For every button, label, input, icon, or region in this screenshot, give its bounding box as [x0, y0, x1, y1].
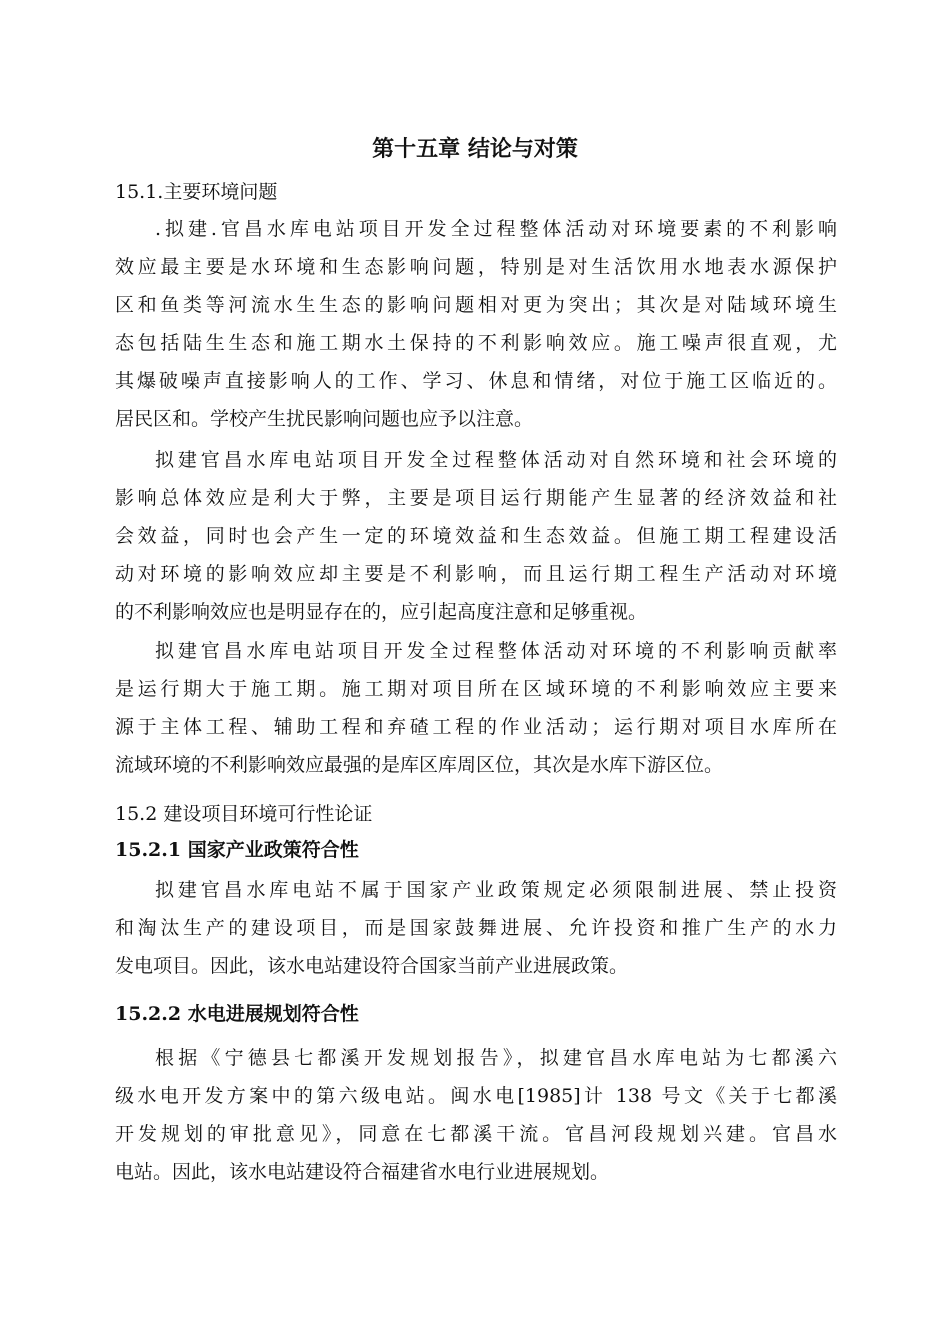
paragraph-5: [115, 1039, 837, 1191]
section-heading-15-2-2: 15.2.2 水电进展规划符合性: [115, 1003, 359, 1025]
paragraph-line: 和淘汰生产的建设项目，而是国家鼓舞进展、允许投资和推广生产的水力: [115, 917, 837, 939]
paragraph-line: 源于主体工程、辅助工程和弃碴工程的作业活动；运行期对项目水库所在: [115, 716, 837, 738]
chapter-title: 第十五章 结论与对策: [372, 136, 578, 162]
section-heading-15-1: 15.1.主要环境问题: [115, 181, 278, 203]
section-heading-15-2-1: 15.2.1 国家产业政策符合性: [115, 839, 359, 861]
paragraph-line: 电站。因此，该水电站建设符合福建省水电行业进展规划。: [115, 1161, 610, 1183]
paragraph-line: 其爆破噪声直接影响人的工作、学习、休息和情绪，对位于施工区临近的。: [115, 370, 837, 392]
paragraph-line: 拟建官昌水库电站项目开发全过程整体活动对自然环境和社会环境的: [155, 449, 837, 471]
paragraph-line: 拟建官昌水库电站项目开发全过程整体活动对环境的不利影响贡献率: [155, 640, 837, 662]
section-heading-15-2: 15.2 建设项目环境可行性论证: [115, 803, 373, 825]
paragraph-line: 动对环境的影响效应却主要是不利影响，而且运行期工程生产活动对环境: [115, 563, 837, 585]
paragraph-line: 发电项目。因此，该水电站建设符合国家当前产业进展政策。: [115, 955, 629, 977]
paragraph-line: 态包括陆生生态和施工期水土保持的不利影响效应。施工噪声很直观，尤: [115, 332, 837, 354]
paragraph-3: [115, 632, 837, 784]
paragraph-line: .拟建.官昌水库电站项目开发全过程整体活动对环境要素的不利影响: [155, 218, 837, 240]
paragraph-line: 会效益，同时也会产生一定的环境效益和生态效益。但施工期工程建设活: [115, 525, 837, 547]
paragraph-line: 级水电开发方案中的第六级电站。闽水电[1985]计 138 号文《关于七都溪: [115, 1085, 837, 1107]
paragraph-line: 根据《宁德县七都溪开发规划报告》，拟建官昌水库电站为七都溪六: [155, 1047, 837, 1069]
paragraph-1: [115, 210, 837, 438]
paragraph-4: [115, 871, 837, 985]
paragraph-line: 区和鱼类等河流水生生态的影响问题相对更为突出；其次是对陆域环境生: [115, 294, 837, 316]
paragraph-line: 是运行期大于施工期。施工期对项目所在区域环境的不利影响效应主要来: [115, 678, 837, 700]
paragraph-line: 拟建官昌水库电站不属于国家产业政策规定必须限制进展、禁止投资: [155, 879, 837, 901]
paragraph-line: 效应最主要是水环境和生态影响问题，特别是对生活饮用水地表水源保护: [115, 256, 837, 278]
paragraph-line: 影响总体效应是利大于弊，主要是项目运行期能产生显著的经济效益和社: [115, 487, 837, 509]
paragraph-line: 流域环境的不利影响效应最强的是库区库周区位，其次是水库下游区位。: [115, 754, 724, 776]
paragraph-2: [115, 441, 837, 631]
paragraph-line: 居民区和。学校产生扰民影响问题也应予以注意。: [115, 408, 534, 430]
paragraph-line: 的不利影响效应也是明显存在的，应引起高度注意和足够重视。: [115, 601, 648, 623]
paragraph-line: 开发规划的审批意见》，同意在七都溪干流。官昌河段规划兴建。官昌水: [115, 1123, 837, 1145]
